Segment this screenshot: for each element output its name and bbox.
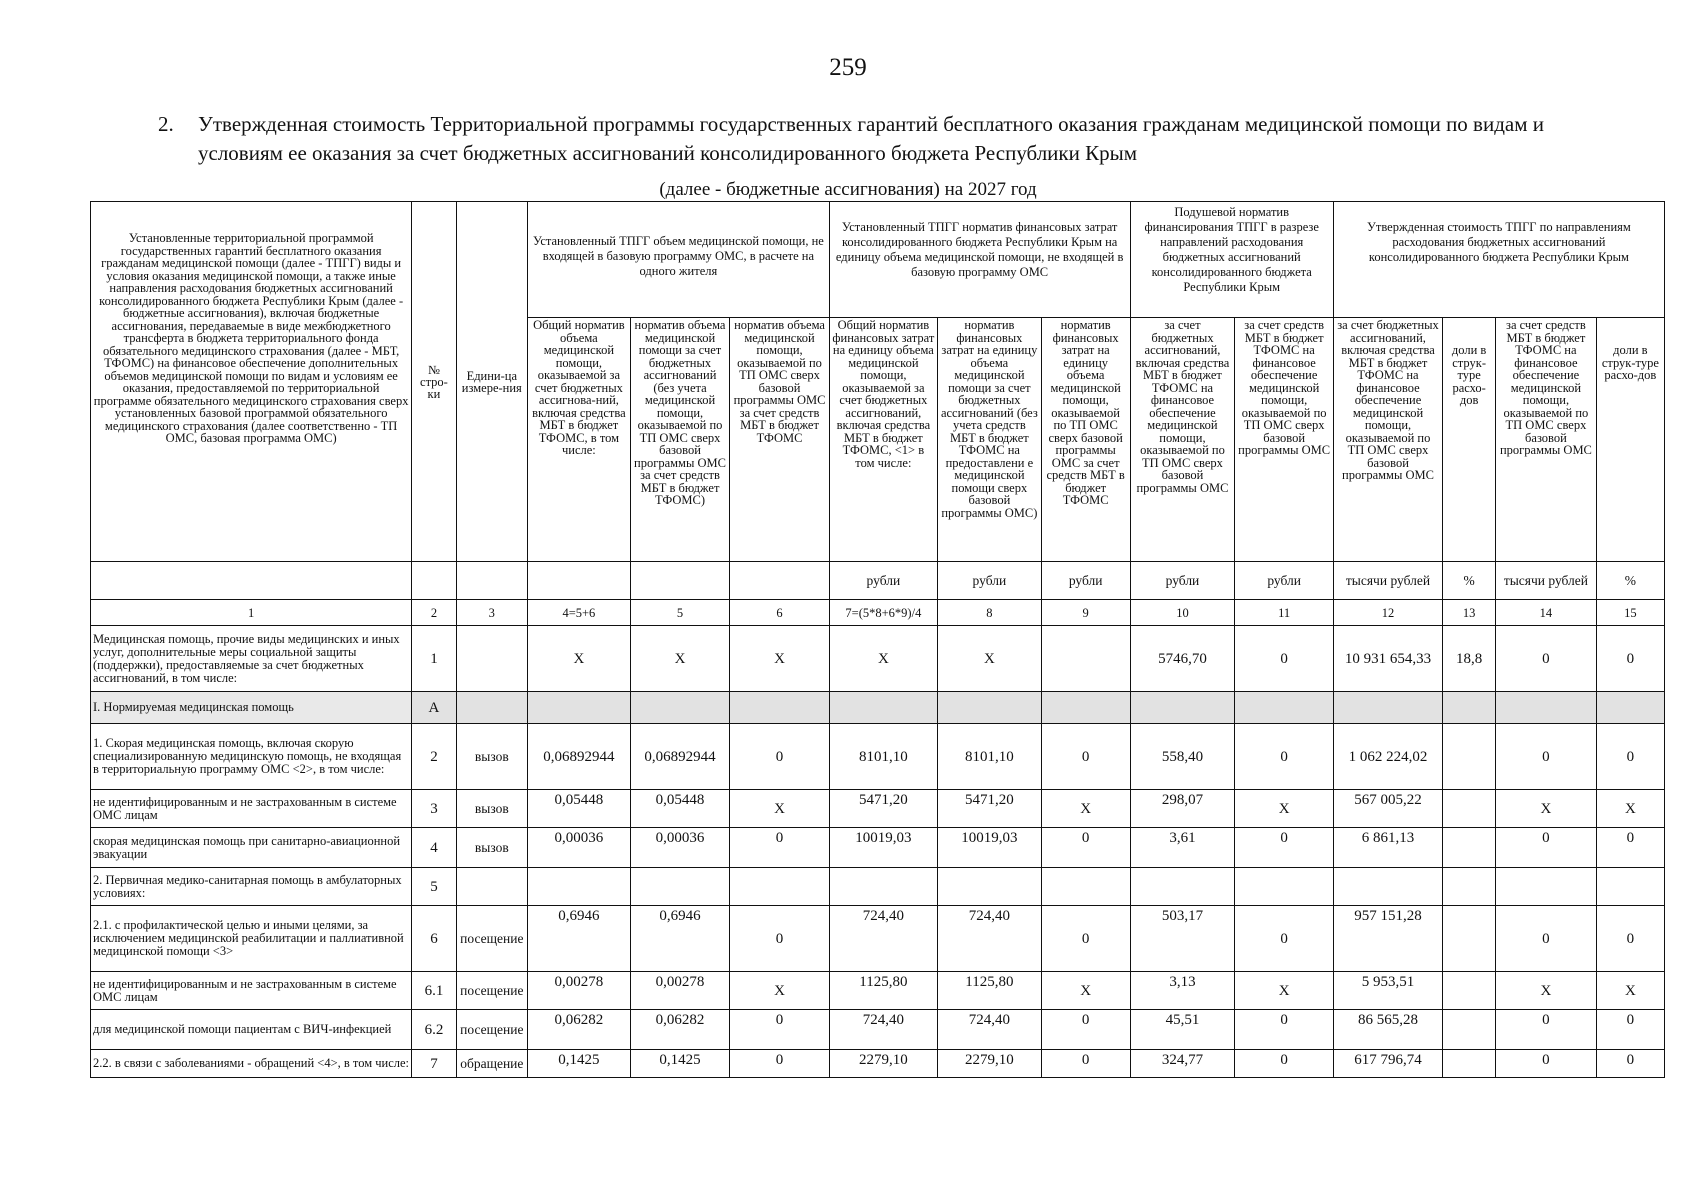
row-number: 6.2 bbox=[412, 1010, 456, 1050]
table-cell: 0,00036 bbox=[528, 828, 631, 868]
table-cell bbox=[1443, 868, 1496, 906]
table-cell: X bbox=[1041, 972, 1130, 1010]
table-row bbox=[91, 724, 1665, 790]
column-number: 9 bbox=[1041, 600, 1130, 626]
table-cell: 3,61 bbox=[1130, 828, 1235, 868]
table-cell: 0 bbox=[1235, 724, 1333, 790]
table-row bbox=[91, 790, 1665, 828]
row-label: для медицинской помощи пациентам с ВИЧ-инфекцией bbox=[91, 1010, 412, 1050]
table-cell: 0 bbox=[1596, 906, 1664, 972]
row-unit bbox=[456, 692, 527, 724]
table-cell: 724,40 bbox=[937, 906, 1041, 972]
table-cell: 5746,70 bbox=[1130, 626, 1235, 692]
row-label: 2. Первичная медико-санитарная помощь в амбулаторных условиях: bbox=[91, 868, 412, 906]
table-cell bbox=[1443, 790, 1496, 828]
row-unit bbox=[456, 868, 527, 906]
header-c5: норматив объема медицинской помощи за счет бюджетных ассигнований (без учета медицинской помощи, оказываемой по ТП ОМС сверх базовой программы ОМС за счет средств МБТ в бюджет ТФОМС) bbox=[630, 318, 730, 562]
page-number: 259 bbox=[829, 54, 867, 81]
table-cell: 0 bbox=[1041, 1050, 1130, 1078]
table-cell bbox=[1496, 692, 1597, 724]
table-cell: 324,77 bbox=[1130, 1050, 1235, 1078]
table-cell: 0,00278 bbox=[528, 972, 631, 1010]
table-cell: 724,40 bbox=[829, 906, 937, 972]
table-cell: 3,13 bbox=[1130, 972, 1235, 1010]
table-cell: 0 bbox=[1041, 724, 1130, 790]
table-cell: 0 bbox=[1596, 626, 1664, 692]
table-cell bbox=[829, 868, 937, 906]
row-number: 6.1 bbox=[412, 972, 456, 1010]
header-c12: за счет бюджетных ассигнований, включая средства МБТ в бюджет ТФОМС на финансовое обеспечение медицинской помощи, оказываемой по ТП ОМС сверх базовой программы ОМС bbox=[1333, 318, 1442, 562]
column-number: 12 bbox=[1333, 600, 1442, 626]
table-cell: 0 bbox=[730, 1010, 830, 1050]
table-cell: 6 861,13 bbox=[1333, 828, 1442, 868]
column-number: 1 bbox=[91, 600, 412, 626]
row-label: I. Нормируемая медицинская помощь bbox=[91, 692, 412, 724]
row-label: 2.1. с профилактической целью и иными целями, за исключением медицинской реабилитации и паллиативной медицинской помощи <3> bbox=[91, 906, 412, 972]
table-cell bbox=[630, 692, 730, 724]
table-cell: 558,40 bbox=[1130, 724, 1235, 790]
table-cell bbox=[730, 868, 830, 906]
table-cell: 0 bbox=[1235, 828, 1333, 868]
table-cell bbox=[1443, 906, 1496, 972]
table-cell: 86 565,28 bbox=[1333, 1010, 1442, 1050]
table-row bbox=[91, 626, 1665, 692]
table-row bbox=[91, 1050, 1665, 1078]
column-number: 6 bbox=[730, 600, 830, 626]
row-number: 4 bbox=[412, 828, 456, 868]
table-cell: 5471,20 bbox=[937, 790, 1041, 828]
table-cell: X bbox=[730, 626, 830, 692]
table-cell: 10 931 654,33 bbox=[1333, 626, 1442, 692]
table-cell: 0 bbox=[1041, 906, 1130, 972]
table-cell: X bbox=[1596, 972, 1664, 1010]
unit-cell bbox=[412, 562, 456, 600]
table-cell: 8101,10 bbox=[937, 724, 1041, 790]
row-unit: вызов bbox=[456, 724, 527, 790]
unit-cell: тысячи рублей bbox=[1333, 562, 1442, 600]
table-cell: 0 bbox=[1235, 626, 1333, 692]
table-cell bbox=[1596, 692, 1664, 724]
table-row bbox=[91, 906, 1665, 972]
row-number: 6 bbox=[412, 906, 456, 972]
column-number: 3 bbox=[456, 600, 527, 626]
table-cell: 0,1425 bbox=[528, 1050, 631, 1078]
table-cell bbox=[1596, 868, 1664, 906]
table-cell bbox=[1235, 868, 1333, 906]
unit-cell bbox=[730, 562, 830, 600]
unit-cell bbox=[630, 562, 730, 600]
column-number: 5 bbox=[630, 600, 730, 626]
table-cell: 0,6946 bbox=[528, 906, 631, 972]
unit-cell: тысячи рублей bbox=[1496, 562, 1597, 600]
unit-cell: рубли bbox=[1130, 562, 1235, 600]
column-numbers-row bbox=[91, 600, 1665, 626]
unit-cell bbox=[528, 562, 631, 600]
table-cell bbox=[1443, 1010, 1496, 1050]
row-unit bbox=[456, 626, 527, 692]
table-cell bbox=[1443, 1050, 1496, 1078]
table-cell: X bbox=[528, 626, 631, 692]
table-cell bbox=[829, 692, 937, 724]
table-cell: 0 bbox=[1235, 906, 1333, 972]
table-cell: X bbox=[937, 626, 1041, 692]
table-cell: 0,06892944 bbox=[630, 724, 730, 790]
table-cell: X bbox=[1496, 790, 1597, 828]
table-cell bbox=[528, 868, 631, 906]
table-cell: 0 bbox=[1596, 724, 1664, 790]
table-cell: X bbox=[1596, 790, 1664, 828]
column-number: 7=(5*8+6*9)/4 bbox=[829, 600, 937, 626]
table-cell bbox=[937, 868, 1041, 906]
header-c15: доли в струк-туре расхо-дов bbox=[1596, 318, 1664, 562]
table-row bbox=[91, 1010, 1665, 1050]
header-group-volume: Установленный ТПГГ объем медицинской помощи, не входящей в базовую программу ОМС, в расчете на одного жителя bbox=[528, 202, 830, 318]
row-unit: посещение bbox=[456, 1010, 527, 1050]
column-number: 4=5+6 bbox=[528, 600, 631, 626]
table-cell: 5471,20 bbox=[829, 790, 937, 828]
header-c8: норматив финансовых затрат на единицу объема медицинской помощи за счет бюджетных ассигнований (без учета средств МБТ в бюджет ТФОМС на предоставлени е медицинской помощи сверх базовой программы ОМС) bbox=[937, 318, 1041, 562]
header-c9: норматив финансовых затрат на единицу объема медицинской помощи, оказываемой по ТП ОМС сверх базовой программы ОМС за счет средств МБТ в бюджет ТФОМС bbox=[1041, 318, 1130, 562]
table-cell: X bbox=[1041, 790, 1130, 828]
table-cell bbox=[1333, 692, 1442, 724]
column-number: 2 bbox=[412, 600, 456, 626]
table-cell: X bbox=[730, 790, 830, 828]
header-row-groups bbox=[91, 202, 1665, 318]
table-cell: 0 bbox=[1596, 828, 1664, 868]
header-c4: Общий норматив объема медицинской помощи, оказываемой за счет бюджетных ассигнова-ний, включая средства МБТ в бюджет ТФОМС, в том числе: bbox=[528, 318, 631, 562]
row-unit: посещение bbox=[456, 972, 527, 1010]
table-cell bbox=[1443, 692, 1496, 724]
header-c13: доли в струк-туре расхо-дов bbox=[1443, 318, 1496, 562]
table-cell: 45,51 bbox=[1130, 1010, 1235, 1050]
table-cell bbox=[1130, 692, 1235, 724]
table-cell: 957 151,28 bbox=[1333, 906, 1442, 972]
table-cell: 0 bbox=[1496, 724, 1597, 790]
table-cell: X bbox=[1496, 972, 1597, 1010]
row-unit: вызов bbox=[456, 828, 527, 868]
unit-cell: % bbox=[1596, 562, 1664, 600]
table-row bbox=[91, 692, 1665, 724]
table-row bbox=[91, 828, 1665, 868]
table-cell: X bbox=[630, 626, 730, 692]
table-cell: X bbox=[1235, 972, 1333, 1010]
row-number: А bbox=[412, 692, 456, 724]
table-cell: 298,07 bbox=[1130, 790, 1235, 828]
row-number: 1 bbox=[412, 626, 456, 692]
table-cell: 10019,03 bbox=[829, 828, 937, 868]
table-cell: X bbox=[829, 626, 937, 692]
header-group-cost: Установленный ТПГГ норматив финансовых затрат консолидированного бюджета Республики Крым на единицу объема медицинской помощи, не входящей в базовую программу ОМС bbox=[829, 202, 1130, 318]
row-label: 2.2. в связи с заболеваниями - обращений <4>, в том числе: bbox=[91, 1050, 412, 1078]
table-row bbox=[91, 868, 1665, 906]
unit-cell bbox=[91, 562, 412, 600]
table-cell: 0,1425 bbox=[630, 1050, 730, 1078]
document-subheading: (далее - бюджетные ассигнования) на 2027 год bbox=[659, 179, 1037, 200]
table-cell: 617 796,74 bbox=[1333, 1050, 1442, 1078]
table-cell: 0,00278 bbox=[630, 972, 730, 1010]
row-label: не идентифицированным и не застрахованным в системе ОМС лицам bbox=[91, 972, 412, 1010]
table-cell bbox=[1041, 626, 1130, 692]
table-cell: 1125,80 bbox=[829, 972, 937, 1010]
row-label: 1. Скорая медицинская помощь, включая скорую специализированную медицинскую помощь, не входящая в территориальную программу ОМС <2>, в том числе: bbox=[91, 724, 412, 790]
table-cell: 0 bbox=[1041, 828, 1130, 868]
table-cell: 0 bbox=[1596, 1010, 1664, 1050]
table-cell: 2279,10 bbox=[829, 1050, 937, 1078]
table-cell: 0 bbox=[730, 1050, 830, 1078]
table-cell: 724,40 bbox=[829, 1010, 937, 1050]
table-cell: 0,06282 bbox=[630, 1010, 730, 1050]
unit-cell: рубли bbox=[1041, 562, 1130, 600]
column-number: 11 bbox=[1235, 600, 1333, 626]
table-cell bbox=[1443, 972, 1496, 1010]
table-cell bbox=[1443, 828, 1496, 868]
table-cell bbox=[1333, 868, 1442, 906]
table-cell bbox=[630, 868, 730, 906]
table-cell: 0,06282 bbox=[528, 1010, 631, 1050]
table-row bbox=[91, 972, 1665, 1010]
table-cell: 8101,10 bbox=[829, 724, 937, 790]
row-label: скорая медицинская помощь при санитарно-авиационной эвакуации bbox=[91, 828, 412, 868]
heading-text: Утвержденная стоимость Территориальной программы государственных гарантий бесплатного оказания гражданам медицинской помощи по видам и условиям ее оказания за счет бюджетных ассигнований консолидированного бюджета Республики Крым bbox=[198, 112, 1544, 165]
table-cell: 0 bbox=[1496, 626, 1597, 692]
table-cell: 10019,03 bbox=[937, 828, 1041, 868]
unit-cell: рубли bbox=[937, 562, 1041, 600]
table-cell: 5 953,51 bbox=[1333, 972, 1442, 1010]
table-cell: 0 bbox=[1496, 1050, 1597, 1078]
table-cell: 0 bbox=[730, 724, 830, 790]
unit-cell: рубли bbox=[829, 562, 937, 600]
table-cell: 567 005,22 bbox=[1333, 790, 1442, 828]
table-cell: 0 bbox=[1041, 1010, 1130, 1050]
table-cell: 0 bbox=[1596, 1050, 1664, 1078]
table-cell: 0 bbox=[1496, 1010, 1597, 1050]
table-cell: 0,06892944 bbox=[528, 724, 631, 790]
table-cell: 1 062 224,02 bbox=[1333, 724, 1442, 790]
table-cell: 0,00036 bbox=[630, 828, 730, 868]
table-cell: 0 bbox=[1235, 1050, 1333, 1078]
table-cell: X bbox=[1235, 790, 1333, 828]
column-number: 8 bbox=[937, 600, 1041, 626]
units-row bbox=[91, 562, 1665, 600]
header-c7: Общий норматив финансовых затрат на единицу объема медицинской помощи, оказываемой за счет бюджетных ассигнований, включая средства МБТ в бюджет ТФОМС, <1> в том числе: bbox=[829, 318, 937, 562]
row-unit: посещение bbox=[456, 906, 527, 972]
table-cell: 0 bbox=[1496, 828, 1597, 868]
header-c14: за счет средств МБТ в бюджет ТФОМС на финансовое обеспечение медицинской помощи, оказываемой по ТП ОМС сверх базовой программы ОМС bbox=[1496, 318, 1597, 562]
row-label: Медицинская помощь, прочие виды медицинских и иных услуг, дополнительные меры социальной защиты (поддержки), предоставляемые за счет бюджетных ассигнований, в том числе: bbox=[91, 626, 412, 692]
table-cell: 0,05448 bbox=[630, 790, 730, 828]
header-group-percapita: Подушевой норматив финансирования ТПГГ в разрезе направлений расходования бюджетных ассигнований консолидированного бюджета Республики Крым bbox=[1130, 202, 1333, 318]
table-cell: 0 bbox=[730, 906, 830, 972]
header-col3: Едини-ца измере-ния bbox=[456, 202, 527, 562]
row-number: 7 bbox=[412, 1050, 456, 1078]
row-number: 5 bbox=[412, 868, 456, 906]
table-cell: 1125,80 bbox=[937, 972, 1041, 1010]
column-number: 14 bbox=[1496, 600, 1597, 626]
row-unit: вызов bbox=[456, 790, 527, 828]
budget-table bbox=[90, 201, 1665, 1078]
row-number: 2 bbox=[412, 724, 456, 790]
unit-cell: % bbox=[1443, 562, 1496, 600]
table-cell: 0 bbox=[1496, 906, 1597, 972]
table-cell: 503,17 bbox=[1130, 906, 1235, 972]
table-cell: 0,05448 bbox=[528, 790, 631, 828]
header-group-approved: Утвержденная стоимость ТПГГ по направлениям расходования бюджетных ассигнований консолидированного бюджета Республики Крым bbox=[1333, 202, 1664, 318]
unit-cell: рубли bbox=[1235, 562, 1333, 600]
heading-number: 2. bbox=[158, 112, 174, 136]
table-cell bbox=[937, 692, 1041, 724]
table-cell: X bbox=[730, 972, 830, 1010]
table-cell: 2279,10 bbox=[937, 1050, 1041, 1078]
table-cell: 0,6946 bbox=[630, 906, 730, 972]
table-cell bbox=[1235, 692, 1333, 724]
table-cell bbox=[730, 692, 830, 724]
column-number: 15 bbox=[1596, 600, 1664, 626]
table-cell bbox=[1041, 868, 1130, 906]
table-cell bbox=[1443, 724, 1496, 790]
table-cell: 0 bbox=[1235, 1010, 1333, 1050]
column-number: 10 bbox=[1130, 600, 1235, 626]
header-col2: № стро-ки bbox=[412, 202, 456, 562]
header-c6: норматив объема медицинской помощи, оказываемой по ТП ОМС сверх базовой программы ОМС за счет средств МБТ в бюджет ТФОМС bbox=[730, 318, 830, 562]
table-cell bbox=[1496, 868, 1597, 906]
table-cell bbox=[1130, 868, 1235, 906]
column-number: 13 bbox=[1443, 600, 1496, 626]
row-number: 3 bbox=[412, 790, 456, 828]
table-cell: 18,8 bbox=[1443, 626, 1496, 692]
row-label: не идентифицированным и не застрахованным в системе ОМС лицам bbox=[91, 790, 412, 828]
table-cell bbox=[1041, 692, 1130, 724]
unit-cell bbox=[456, 562, 527, 600]
table-cell: 0 bbox=[730, 828, 830, 868]
row-unit: обращение bbox=[456, 1050, 527, 1078]
header-c11: за счет средств МБТ в бюджет ТФОМС на финансовое обеспечение медицинской помощи, оказываемой по ТП ОМС сверх базовой программы ОМС bbox=[1235, 318, 1333, 562]
table-cell bbox=[528, 692, 631, 724]
header-col1: Установленные территориальной программой государственных гарантий бесплатного оказания гражданам медицинской помощи (далее - ТПГГ) виды и условия оказания медицинской помощи, а также иные направления расходования бюджетных ассигнований консолидированного бюджета Республики Крым (далее - бюджетные ассигнования), включая бюджетные ассигнования, передаваемые в виде межбюджетного трансферта в бюджета территориального фонда обязательного медицинского страхования (далее - МБТ, ТФОМС) на финансовое обеспечение дополнительных объемов медицинской помощи по видам и условиям ее оказания, предоставляемой по территориальной программе обязательного медицинского страхования сверх установленных базовой программой обязательного медицинского страхования (далее соответственно - ТП ОМС, базовая программа ОМС) bbox=[91, 202, 412, 562]
header-c10: за счет бюджетных ассигнований, включая средства МБТ в бюджет ТФОМС на финансовое обеспечение медицинской помощи, оказываемой по ТП ОМС сверх базовой программы ОМС bbox=[1130, 318, 1235, 562]
table-cell: 724,40 bbox=[937, 1010, 1041, 1050]
